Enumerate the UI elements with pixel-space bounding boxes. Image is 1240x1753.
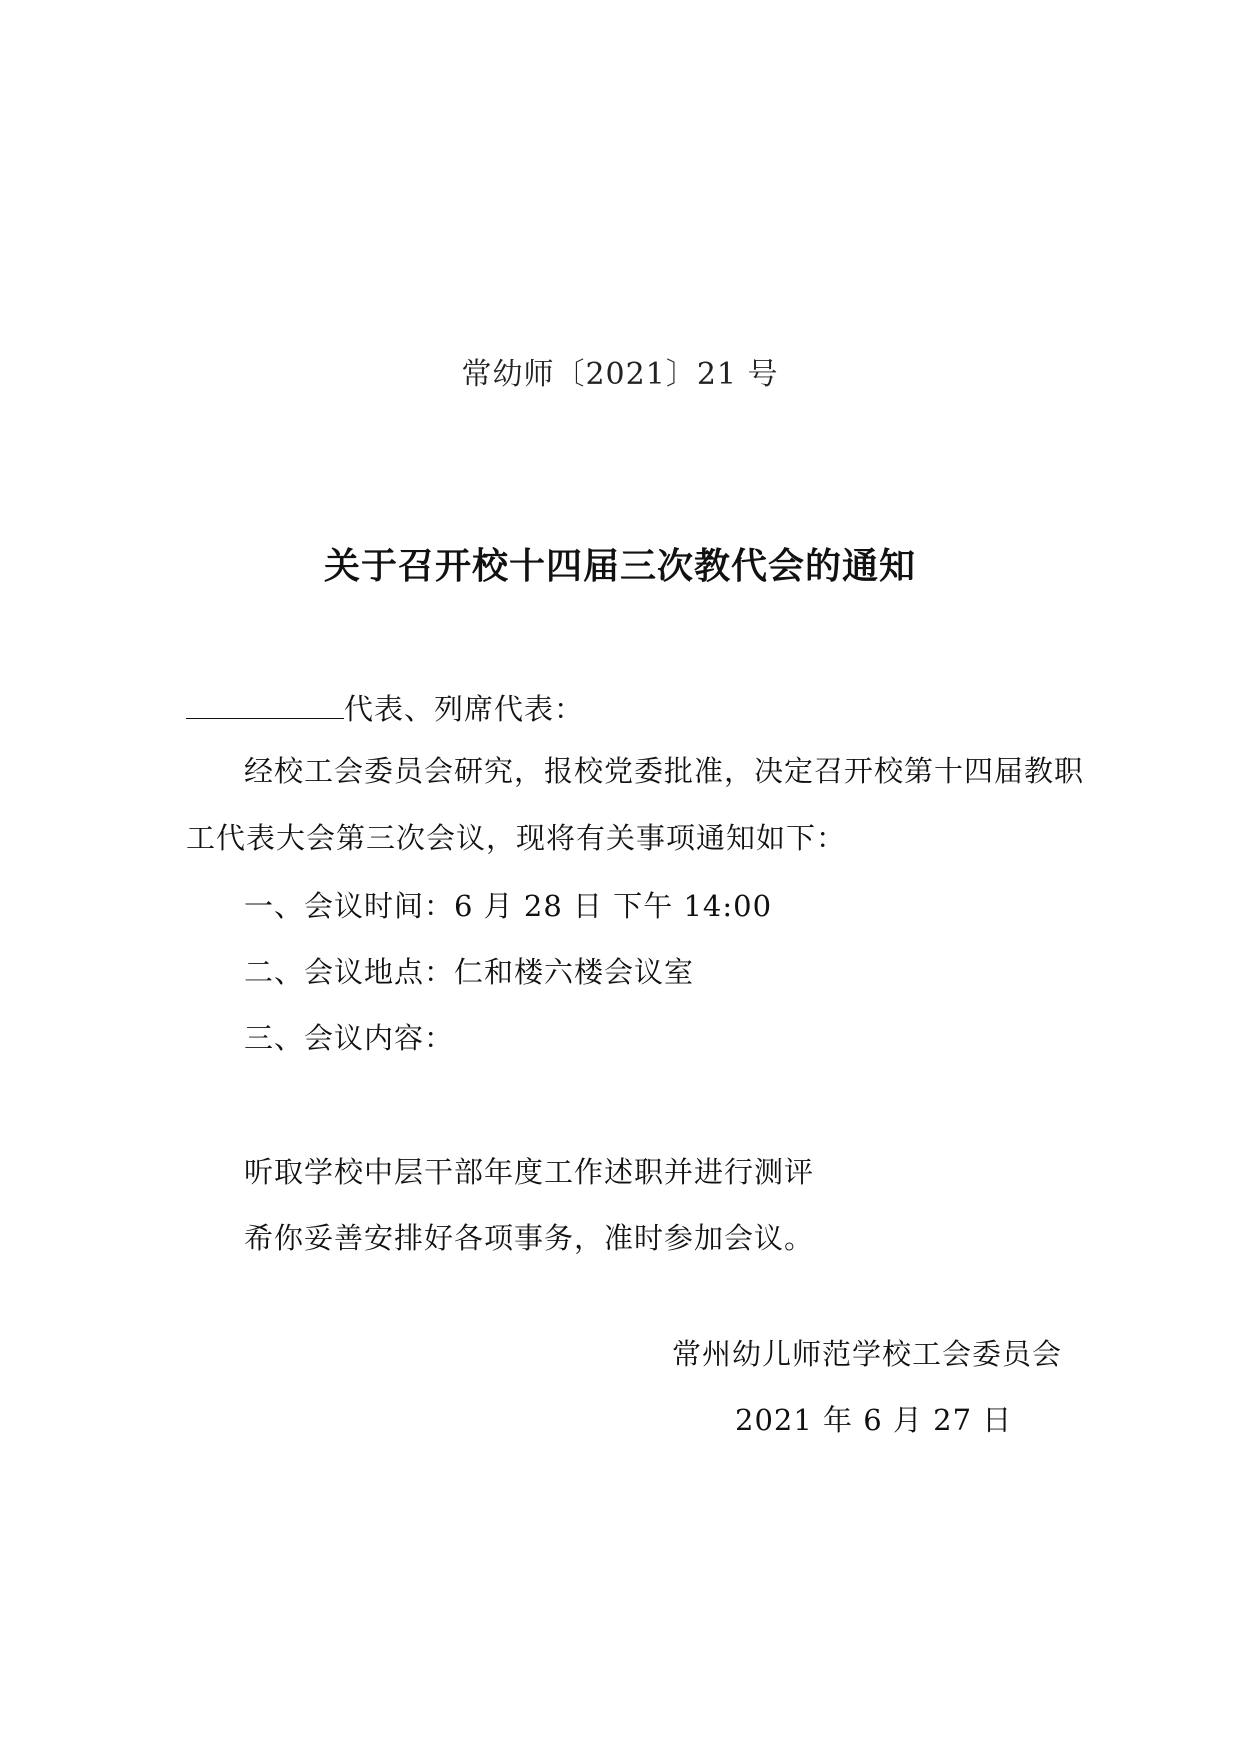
salutation [186, 692, 584, 724]
intro-paragraph-line-2: 工代表大会第三次会议，现将有关事项通知如下： [186, 821, 847, 855]
meeting-content-detail: 听取学校中层干部年度工作述职并进行测评 [244, 1155, 815, 1189]
item-meeting-time: 一、会议时间：6 月 28 日 下午 14:00 [244, 889, 773, 923]
document-number: 常幼师〔2021〕21 号 [461, 357, 779, 392]
name-blank-underline [186, 692, 344, 719]
closing-sentence: 希你妥善安排好各项事务，准时参加会议。 [244, 1221, 815, 1255]
salutation-text: 代表、列席代表： [344, 692, 585, 726]
document-title: 关于召开校十四届三次教代会的通知 [323, 545, 916, 587]
signature-organization: 常州幼儿师范学校工会委员会 [672, 1337, 1063, 1371]
item-meeting-location: 二、会议地点：仁和楼六楼会议室 [244, 955, 695, 989]
intro-paragraph-line-1: 经校工会委员会研究，报校党委批准，决定召开校第十四届教职 [244, 754, 1085, 788]
signature-date: 2021 年 6 月 27 日 [735, 1403, 1013, 1437]
item-meeting-content: 三、会议内容： [244, 1021, 455, 1055]
